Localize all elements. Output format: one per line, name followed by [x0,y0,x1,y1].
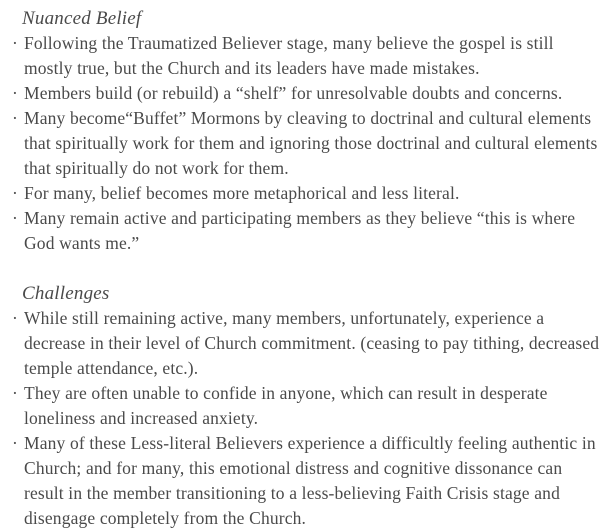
bullet-dot-icon: · [12,308,18,328]
bullet-text: Many become“Buffet” Mormons by cleaving to doctrinal and cultural elements that spiritually work for them and ignoring those doctrinal and cultural elements that spiritually do not work for them. [24,108,598,178]
bullet-item [12,31,601,81]
bullet-text: While still remaining active, many members, unfortunately, experience a decrease in their level of Church commitment. (ceasing to pay tithing, decreased temple attendance, etc.). [24,308,600,378]
sections-container [12,6,601,531]
bullet-item [12,106,601,181]
bullet-item [12,306,601,381]
document-section [12,281,601,531]
bullet-text: Many remain active and participating members as they believe “this is where God wants me.” [24,208,576,253]
bullet-dot-icon: · [12,33,18,53]
bullet-dot-icon: · [12,183,18,203]
bullet-list [12,306,601,531]
bullet-text: Members build (or rebuild) a “shelf” for unresolvable doubts and concerns. [24,83,563,103]
bullet-dot-icon: · [12,433,18,453]
document-section [12,6,601,256]
bullet-text: For many, belief becomes more metaphorical and less literal. [24,183,460,203]
bullet-item [12,206,601,256]
bullet-dot-icon: · [12,383,18,403]
bullet-item [12,431,601,531]
bullet-text: Many of these Less-literal Believers experience a difficultly feeling authentic in Church; and for many, this emotional distress and cognitive dissonance can result in the member transitioning to a less-believing Faith Crisis stage and disengage completely from the Church. [24,433,596,528]
bullet-dot-icon: · [12,83,18,103]
bullet-text: They are often unable to confide in anyone, which can result in desperate loneliness and increased anxiety. [24,383,548,428]
bullet-dot-icon: · [12,108,18,128]
bullet-item [12,381,601,431]
bullet-dot-icon: · [12,208,18,228]
section-heading: Nuanced Belief [22,8,142,29]
bullet-list [12,31,601,256]
bullet-text: Following the Traumatized Believer stage, many believe the gospel is still mostly true, but the Church and its leaders have made mistakes. [24,33,554,78]
bullet-item [12,81,601,106]
section-heading: Challenges [22,283,110,304]
bullet-item [12,181,601,206]
